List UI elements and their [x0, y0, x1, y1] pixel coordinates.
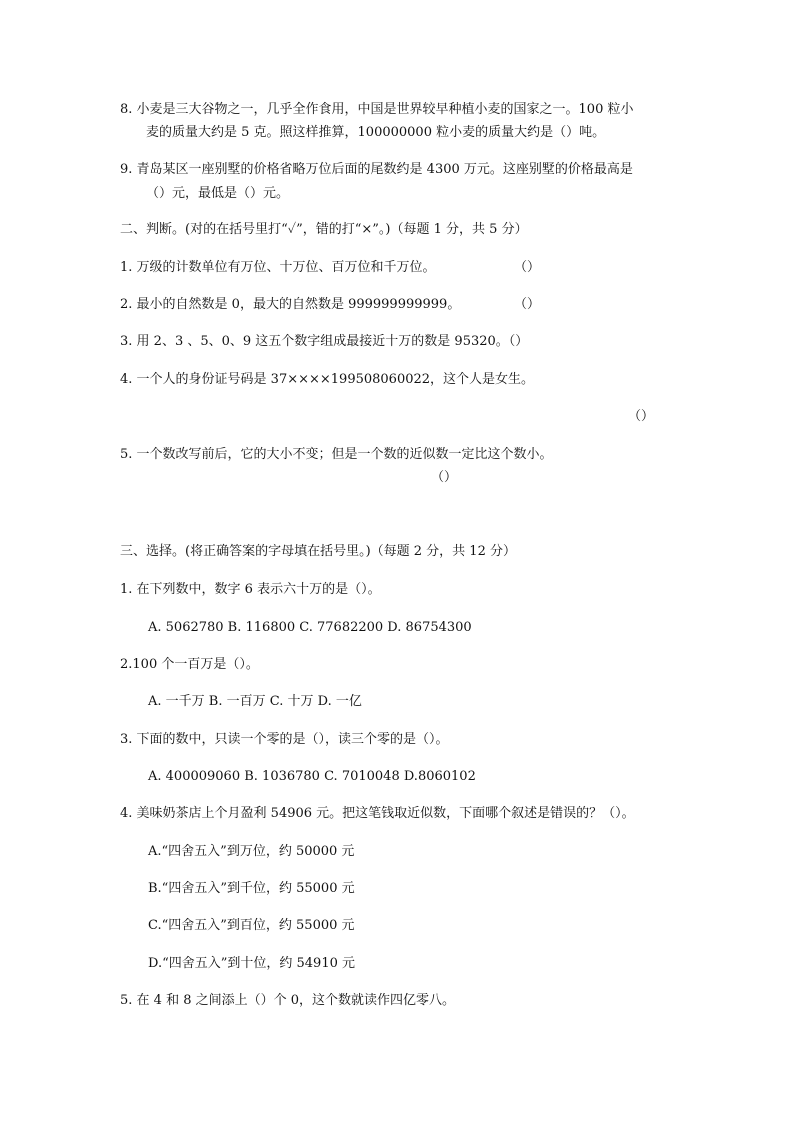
- q8-line2: 麦的质量大约是 5 克。照这样推算，100000000 粒小麦的质量大约是（）吨。: [146, 125, 606, 140]
- choice-q2: 2.100 个一百万是（）。: [120, 657, 259, 672]
- judge-q1-answer-blank[interactable]: （）: [514, 260, 541, 275]
- judge-q4: 4. 一个人的身份证号码是 37××××199508060022，这个人是女生。: [120, 372, 535, 387]
- choice-q4: 4. 美味奶茶店上个月盈利 54906 元。把这笔钱取近似数，下面哪个叙述是错误的？（）。: [120, 806, 635, 821]
- choice-q4-option-c: C.“四舍五入”到百位，约 55000 元: [148, 918, 355, 933]
- choice-q4-option-b: B.“四舍五入”到千位，约 55000 元: [148, 881, 355, 896]
- judge-q4-answer-blank[interactable]: （）: [628, 409, 655, 424]
- choice-q4-option-a: A.“四舍五入”到万位，约 50000 元: [148, 844, 355, 859]
- judge-q1: 1. 万级的计数单位有万位、十万位、百万位和千万位。: [120, 260, 436, 275]
- q9-line1: 9. 青岛某区一座别墅的价格省略万位后面的尾数约是 4300 万元。这座别墅的价格最高是: [120, 162, 633, 177]
- section-3-heading: 三、选择。(将正确答案的字母填在括号里。)（每题 2 分，共 12 分）: [120, 544, 516, 559]
- judge-q5-answer-blank[interactable]: （）: [431, 470, 458, 485]
- q9-line2: （）元，最低是（）元。: [146, 186, 290, 201]
- choice-q4-option-d: D.“四舍五入”到十位，约 54910 元: [148, 956, 356, 971]
- judge-q3: 3. 用 2、3 、5、0、9 这五个数字组成最接近十万的数是 95320。（）: [120, 334, 529, 349]
- choice-q1: 1. 在下列数中，数字 6 表示六十万的是（）。: [120, 582, 381, 597]
- judge-q2: 2. 最小的自然数是 0，最大的自然数是 999999999999。: [120, 297, 461, 312]
- q8-line1: 8. 小麦是三大谷物之一，几乎全作食用，中国是世界较早种植小麦的国家之一。100 粒小: [120, 102, 634, 117]
- choice-q2-options: A. 一千万 B. 一百万 C. 十万 D. 一亿: [148, 694, 362, 709]
- choice-q5: 5. 在 4 和 8 之间添上（）个 0，这个数就读作四亿零八。: [120, 993, 456, 1008]
- section-2-heading: 二、判断。(对的在括号里打“✓”，错的打“×”。)（每题 1 分，共 5 分）: [120, 222, 528, 237]
- choice-q3: 3. 下面的数中，只读一个零的是（），读三个零的是（）。: [120, 732, 449, 747]
- judge-q5: 5. 一个数改写前后，它的大小不变；但是一个数的近似数一定比这个数小。: [120, 447, 553, 462]
- choice-q3-options: A. 400009060 B. 1036780 C. 7010048 D.8060102: [148, 769, 476, 784]
- choice-q1-options: A. 5062780 B. 116800 C. 77682200 D. 86754300: [148, 620, 472, 635]
- judge-q2-answer-blank[interactable]: （）: [514, 297, 541, 312]
